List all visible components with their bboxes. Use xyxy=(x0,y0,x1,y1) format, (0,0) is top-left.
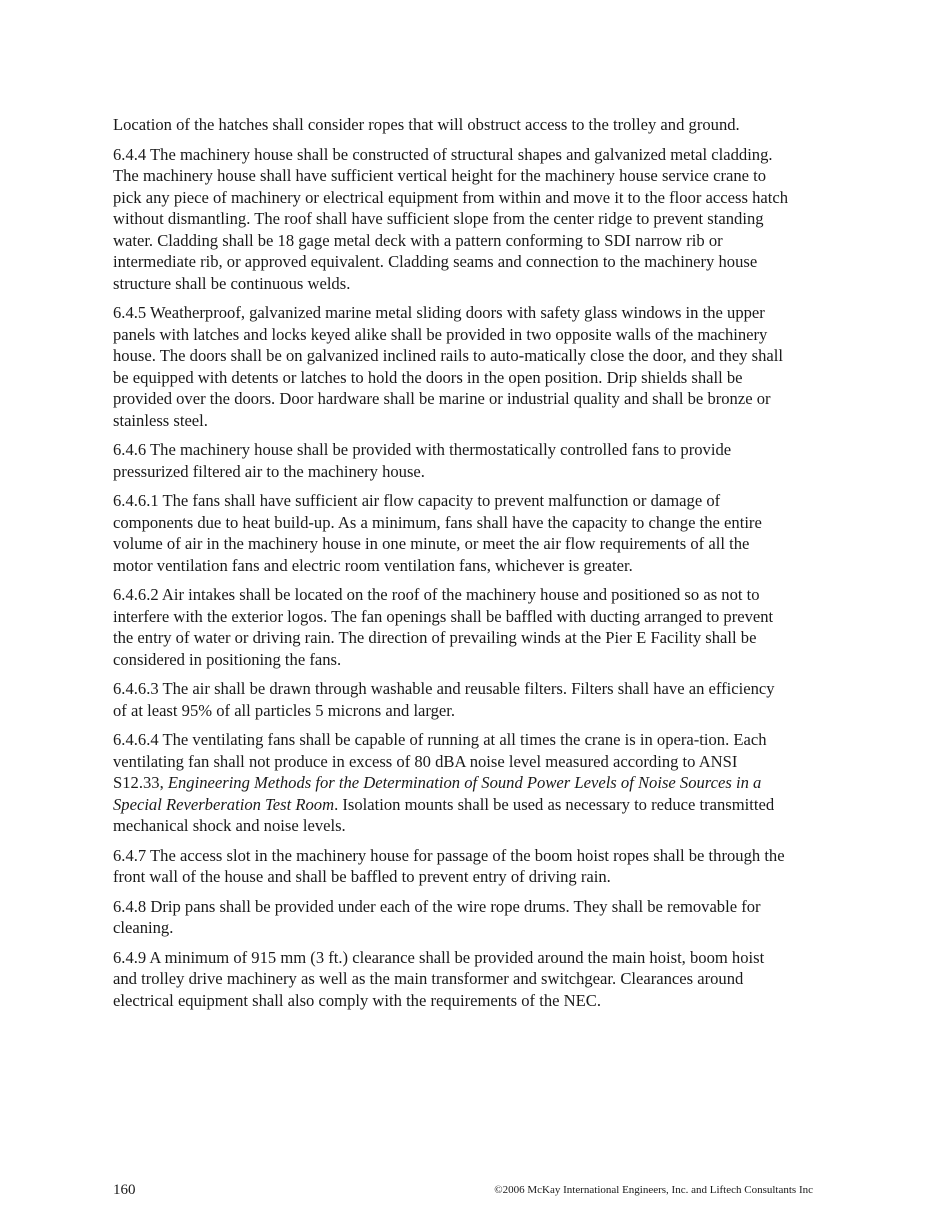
paragraph-6-4-4: 6.4.4 The machinery house shall be constructed of structural shapes and galvanized metal cladding. The machinery house shall have sufficient vertical height for the machinery house service crane to pick any piece of machinery or electrical equipment from within and move it to the floor access hatch without dismantling. The roof shall have sufficient slope from the center ridge to prevent standing water. Cladding shall be 18 gage metal deck with a pattern conforming to SDI narrow rib or intermediate rib, or approved equivalent. Cladding seams and connection to the machinery house structure shall be continuous welds. xyxy=(113,144,789,293)
paragraph-6-4-7: 6.4.7 The access slot in the machinery house for passage of the boom hoist ropes shall be through the front wall of the house and shall be baffled to prevent entry of driving rain. xyxy=(113,845,785,886)
paragraph-intro: Location of the hatches shall consider ropes that will obstruct access to the trolley and ground. xyxy=(113,115,740,134)
paragraph-6-4-6-1: 6.4.6.1 The fans shall have sufficient air flow capacity to prevent malfunction or damage of components due to heat build-up. As a minimum, fans shall have the capacity to change the entire volume of air in the machinery house in one minute, or meet the air flow requirements of all the motor ventilation fans and electric room ventilation fans, whichever is greater. xyxy=(113,491,762,575)
paragraph-6-4-6-4-text-end: . Isolation mounts shall be used as necessary to reduce transmitted mechanical shock and noise levels. xyxy=(113,794,775,835)
paragraph-6-4-6-3: 6.4.6.3 The air shall be drawn through washable and reusable filters. Filters shall have an efficiency of at least 95% of all particles 5 microns and larger. xyxy=(113,679,775,720)
paragraph-6-4-6: 6.4.6 The machinery house shall be provided with thermostatically controlled fans to provide pressurized filtered air to the machinery house. xyxy=(113,440,732,481)
paragraph-6-4-6-2: 6.4.6.2 Air intakes shall be located on the roof of the machinery house and positioned so as not to interfere with the exterior logos. The fan openings shall be baffled with ducting arranged to prevent the entry of water or driving rain. The direction of prevailing winds at the Pier E Facility shall be considered in positioning the fans. xyxy=(113,585,774,669)
copyright-notice: ©2006 McKay International Engineers, Inc. and Liftech Consultants Inc xyxy=(494,1184,813,1196)
paragraph-6-4-8: 6.4.8 Drip pans shall be provided under each of the wire rope drums. They shall be removable for cleaning. xyxy=(113,896,761,937)
paragraph-6-4-9: 6.4.9 A minimum of 915 mm (3 ft.) clearance shall be provided around the main hoist, boom hoist and trolley drive machinery as well as the main transformer and switchgear. Clearances around electrical equipment shall also comply with the requirements of the NEC. xyxy=(113,947,765,1010)
standard-title-italic: Engineering Methods for the Determination of Sound Power Levels of Noise Sources in a Special Reverberation Test Room xyxy=(113,773,762,814)
page-number: 160 xyxy=(113,1182,136,1198)
document-body xyxy=(113,114,791,1019)
paragraph-6-4-6-4 xyxy=(113,729,791,837)
paragraph-6-4-6-4-text-start: 6.4.6.4 The ventilating fans shall be capable of running at all times the crane is in opera-tion. Each ventilating fan shall not produce in excess of 80 dBA noise level measured according to ANSI S12.33, xyxy=(113,730,767,792)
paragraph-6-4-5: 6.4.5 Weatherproof, galvanized marine metal sliding doors with safety glass windows in the upper panels with latches and locks keyed alike shall be provided in two opposite walls of the machinery house. The doors shall be on galvanized inclined rails to auto-matically close the door, and they shall be equipped with detents or latches to hold the doors in the open position. Drip shields shall be provided over the doors. Door hardware shall be marine or industrial quality and shall be bronze or stainless steel. xyxy=(113,303,783,430)
page-footer xyxy=(113,1182,813,1202)
